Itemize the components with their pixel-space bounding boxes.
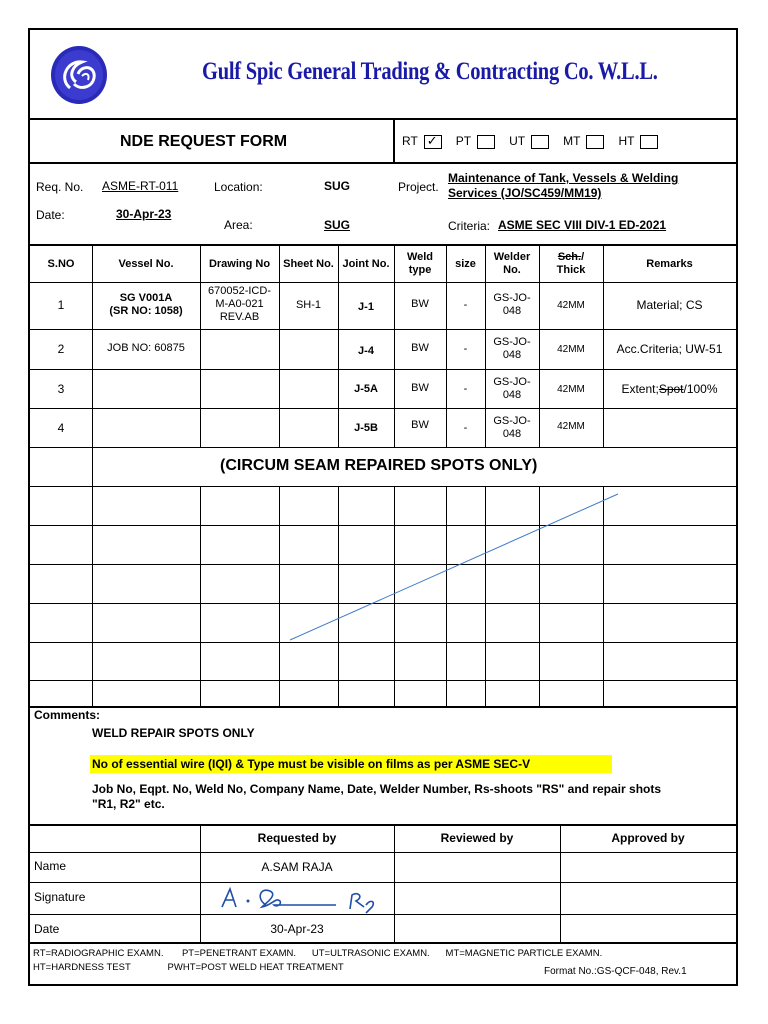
date-row-label: Date [34,922,60,936]
row-size: - [463,342,468,355]
row-joint: J-1 [358,300,374,313]
req-no-label: Req. No. [36,180,84,194]
project-label: Project. [398,180,439,194]
row-vessel-line2: (SR NO: 1058) [109,305,183,317]
method-pt-label: PT [455,134,472,148]
header-welder-line2: No. [503,264,521,276]
row-vessel-line1: SG V001A [119,292,173,304]
row-remarks-prefix: Extent; [621,381,659,396]
comment-highlight: No of essential wire (IQI) & Type must be visible on films as per ASME SEC-V [90,755,612,773]
area-label: Area: [224,218,253,232]
location-value: SUG [324,179,351,193]
header-size: size [455,257,476,270]
method-ht-label: HT [618,134,635,148]
row-remarks: Acc.Criteria; UW-51 [616,341,723,356]
row-remarks-struck: Spot [658,381,684,396]
row-sno: 2 [57,341,65,356]
reviewed-by-header: Reviewed by [440,830,514,845]
legend-line-1: RT=RADIOGRAPHIC EXAMN. PT=PENETRANT EXAMN. UT=ULTRASONIC EXAMN. MT=MAGNETIC PARTICLE EXAMN. [33,948,603,959]
row-remarks-suffix: /100% [683,381,718,396]
row-sheet: SH-1 [295,298,322,311]
row-welder-line1: GS-JO- [493,336,531,348]
comment-line-3b: "R1, R2" etc. [92,797,165,811]
comments-label: Comments: [34,708,101,722]
header-remarks: Remarks [646,257,693,270]
project-line-1: Maintenance of Tank, Vessels & Welding [448,171,679,185]
row-welder-line2: 048 [502,305,522,317]
method-rt-label: RT [402,134,418,148]
req-no-value: ASME-RT-011 [102,179,179,193]
form-title: NDE REQUEST FORM [120,133,288,150]
row-weld: BW [411,418,429,431]
row-welder-line2: 048 [502,428,522,440]
header-sheet: Sheet No. [283,257,334,270]
legend-line-2: HT=HARDNESS TEST PWHT=POST WELD HEAT TREATMENT [33,962,344,973]
row-sno: 3 [57,381,65,396]
header-sch-struck: Sch. [557,251,582,263]
row-welder-line2: 048 [502,349,522,361]
comment-line-3a: Job No, Eqpt. No, Weld No, Company Name, Date, Welder Number, Rs-shoots "RS" and repair shots [92,782,662,796]
row-size: - [463,382,468,395]
row-weld: BW [411,297,429,310]
requested-by-name: A.SAM RAJA [261,859,333,874]
area-value: SUG [324,218,351,232]
row-vessel: JOB NO: 60875 [107,341,185,354]
handwritten-signature [216,883,386,915]
nde-request-form [28,28,738,986]
requested-by-header: Requested by [257,830,337,845]
row-sno: 1 [57,297,65,312]
circum-seam-banner: (CIRCUM SEAM REPAIRED SPOTS ONLY) [220,457,538,474]
requested-by-date: 30-Apr-23 [270,921,324,936]
header-vessel: Vessel No. [118,257,174,270]
row-joint: J-5A [354,382,378,395]
header-sno: S.NO [47,257,75,270]
row-thick: 42MM [557,420,585,432]
approved-by-header: Approved by [611,830,685,845]
company-name: Gulf Spic General Trading & Contracting Co. W.L.L. [202,58,658,85]
name-label: Name [34,859,67,873]
row-welder-line1: GS-JO- [493,292,531,304]
criteria-label: Criteria: [448,219,491,233]
row-welder-line1: GS-JO- [493,376,531,388]
row-size: - [463,421,468,434]
row-joint: J-5B [354,421,378,434]
format-number: Format No.:GS-QCF-048, Rev.1 [544,966,687,977]
signature-label: Signature [34,890,86,904]
header-welder-line1: Welder [493,251,531,263]
method-mt-label: MT [563,134,581,148]
row-thick: 42MM [557,383,585,395]
check-icon: ✓ [426,132,438,148]
row-joint: J-4 [358,344,374,357]
row-size: - [463,298,468,311]
method-ut-label: UT [509,134,526,148]
row-thick: 42MM [557,299,585,311]
header-weld-type-line2: type [408,264,432,276]
row-drawing-line3: REV.AB [219,310,260,323]
criteria-value: ASME SEC VIII DIV-1 ED-2021 [498,218,667,232]
location-label: Location: [214,180,263,194]
header-drawing: Drawing No [208,257,271,270]
row-welder-line2: 048 [502,389,522,401]
row-weld: BW [411,341,429,354]
date-value: 30-Apr-23 [116,207,172,221]
row-sno: 4 [57,420,65,435]
row-remarks: Material; CS [636,297,703,312]
date-label: Date: [36,208,65,222]
comment-line-1: WELD REPAIR SPOTS ONLY [92,726,255,740]
row-weld: BW [411,381,429,394]
row-drawing-line1: 670052-ICD- [208,284,271,297]
header-sch-slash: / [581,251,585,263]
row-drawing-line2: M-A0-021 [215,297,264,310]
project-line-2: Services (JO/SC459/MM19) [448,186,602,200]
header-weld-type-line1: Weld [406,251,434,263]
header-joint: Joint No. [342,257,390,270]
row-welder-line1: GS-JO- [493,415,531,427]
header-thick-line2: Thick [556,264,586,276]
row-thick: 42MM [557,343,585,355]
